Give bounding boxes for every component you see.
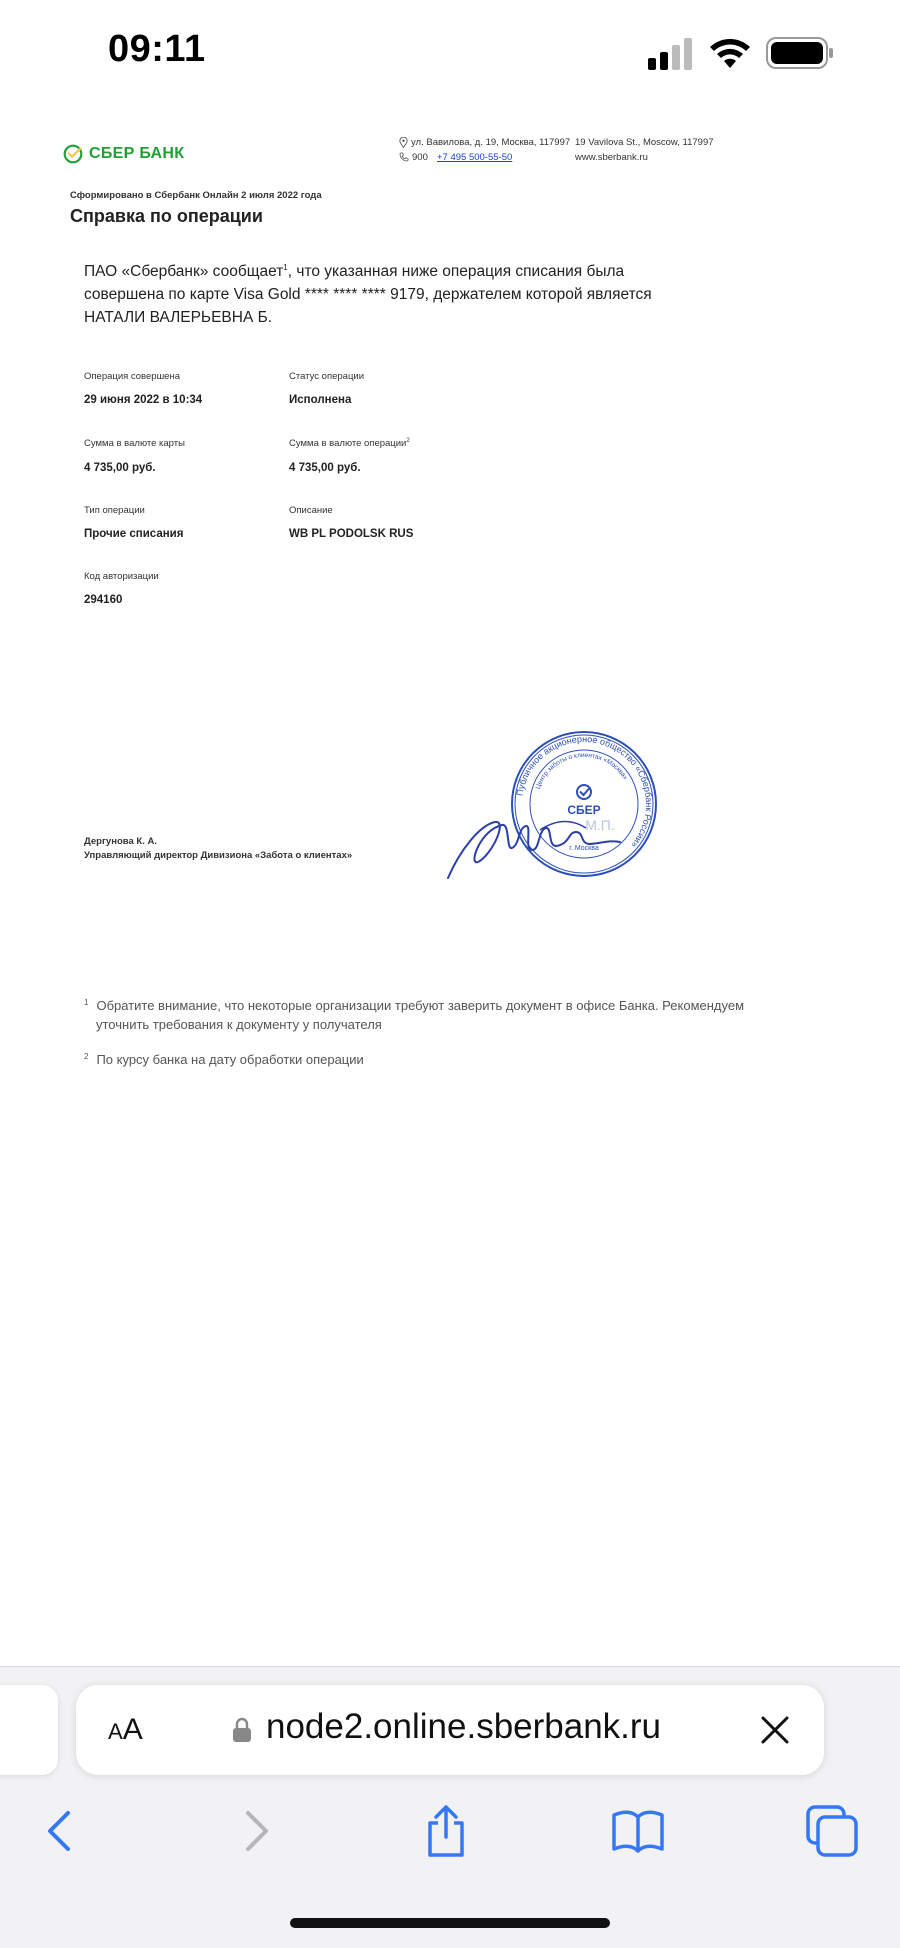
signature	[440, 770, 680, 880]
phone-link[interactable]: +7 495 500-55-50	[437, 152, 513, 163]
intro-text	[84, 256, 704, 329]
stamp-outer-text: Публичное акционерное общество «Сбербанк России»	[514, 733, 655, 850]
browser-toolbar	[0, 1666, 900, 1948]
document	[0, 100, 900, 1660]
op-amount-label-text: Сумма в валюте операции	[289, 438, 407, 450]
type-label: Тип операции	[84, 505, 145, 516]
stamp-center-text: СБЕР	[567, 803, 601, 817]
aa-small: A	[108, 1719, 123, 1744]
previous-tab-preview[interactable]	[0, 1685, 58, 1775]
forward-icon[interactable]	[228, 1803, 284, 1859]
aa-big: A	[122, 1713, 143, 1746]
op-amount-footnote-ref: 2	[406, 438, 410, 444]
sber-logo	[63, 144, 184, 164]
stamp-city: г. Москва	[569, 845, 599, 852]
status-bar	[0, 0, 900, 100]
intro-part1: ПАО «Сбербанк» сообщает	[84, 263, 284, 281]
footnote-1-line2: уточнить требования к документу у получателя	[96, 1017, 382, 1032]
operation-done-value: 29 июня 2022 в 10:34	[84, 394, 203, 406]
close-icon[interactable]	[760, 1715, 790, 1745]
share-icon[interactable]	[418, 1803, 474, 1859]
formed-date: Сформировано в Сбербанк Онлайн 2 июля 2022 года	[70, 190, 322, 201]
phone-icon	[399, 152, 409, 162]
status-label: Статус операции	[289, 371, 365, 382]
battery-icon	[766, 36, 834, 70]
location-pin-icon	[399, 137, 408, 148]
website: www.sberbank.ru	[575, 152, 648, 163]
signer-name: Дергунова К. А.	[84, 836, 157, 847]
cellular-signal-icon	[648, 38, 694, 70]
description-value: WB PL PODOLSK RUS	[289, 528, 414, 540]
wifi-icon	[708, 36, 752, 70]
url-text[interactable]: node2.online.sberbank.ru	[266, 1707, 662, 1746]
home-indicator[interactable]	[290, 1918, 610, 1928]
op-amount-label	[289, 438, 410, 449]
footnote-1	[84, 996, 744, 1034]
signer-role: Управляющий директор Дивизиона «Забота о клиентах»	[84, 850, 353, 861]
intro-footnote-ref: 1	[283, 263, 288, 272]
footnote-1-num: 1	[84, 998, 89, 1007]
footnote-2-num: 2	[84, 1052, 89, 1061]
footnote-2-text: По курсу банка на дату обработки операции	[96, 1052, 364, 1067]
operation-done-label: Операция совершена	[84, 371, 180, 382]
bookmarks-icon[interactable]	[610, 1803, 666, 1859]
phone-short: 900	[412, 152, 428, 163]
status-time: 09:11	[108, 28, 206, 70]
lock-icon	[232, 1717, 252, 1743]
address-en: 19 Vavilova St., Moscow, 117997	[575, 137, 714, 148]
card-amount-value: 4 735,00 руб.	[84, 462, 156, 474]
description-label: Описание	[289, 505, 333, 516]
op-amount-value: 4 735,00 руб.	[289, 462, 361, 474]
address-bar[interactable]	[76, 1685, 824, 1775]
auth-value: 294160	[84, 594, 123, 606]
intro-part2: , что указанная ниже операция списания была совершена по карте Visa Gold **** **** **** 9179, держателем которой является НАТАЛИ ВАЛЕРЬЕВНА Б.	[84, 263, 652, 327]
logo-text: СБЕР БАНК	[89, 145, 185, 162]
back-icon[interactable]	[32, 1803, 88, 1859]
tabs-icon[interactable]	[804, 1803, 860, 1859]
stamp-mp: М.П.	[585, 817, 615, 833]
auth-label: Код авторизации	[84, 571, 159, 582]
footnote-1-line1: Обратите внимание, что некоторые организации требуют заверить документ в офисе Банка. Рекомендуем	[96, 998, 745, 1013]
page-title: Справка по операции	[70, 206, 263, 226]
status-value: Исполнена	[289, 394, 352, 406]
footnote-2	[84, 1050, 364, 1069]
address-ru: ул. Вавилова, д. 19, Москва, 117997	[411, 137, 571, 148]
reader-text-size-button[interactable]	[108, 1713, 143, 1747]
stamp-inner-text: Центр заботы о клиентах «Москва»	[534, 751, 629, 791]
type-value: Прочие списания	[84, 528, 184, 540]
card-amount-label: Сумма в валюте карты	[84, 438, 185, 449]
sber-logo-icon	[63, 144, 83, 164]
